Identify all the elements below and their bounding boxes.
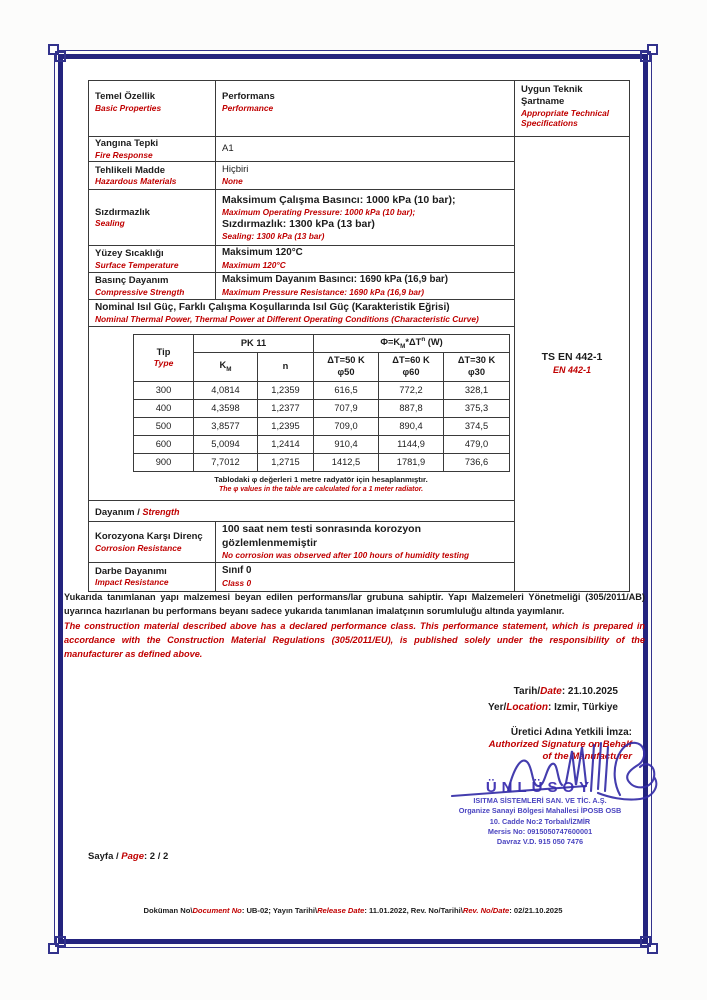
header-basic-en: Basic Properties: [95, 102, 162, 113]
footer-seg: : 02/21.10.2025: [509, 906, 563, 915]
cell: 707,9: [314, 399, 379, 417]
stamp-line: 10. Cadde No:2 Torbalı/İZMİR: [489, 816, 591, 826]
authorized-signature-heading: [489, 726, 632, 764]
page-label-en: Page: [121, 851, 144, 862]
footer-seg-en: Document No: [192, 906, 242, 915]
row-pressure-label: [89, 273, 216, 300]
thermal-note: [133, 472, 509, 498]
row-nominal-title: [89, 300, 515, 327]
surface-label-tr: Yüzey Sıcaklığı: [95, 248, 164, 260]
impact-v2: Class 0: [222, 577, 252, 588]
hazard-label-tr: Tehlikeli Madde: [95, 164, 166, 176]
footer-seg-en: Release Date: [317, 906, 365, 915]
cell: 328,1: [444, 381, 510, 399]
date-label-en: Date: [540, 686, 562, 697]
header-specifications: [515, 81, 630, 137]
location-value: : Izmir, Türkiye: [547, 701, 618, 713]
cell: 887,8: [379, 399, 444, 417]
thermal-header-type: [134, 335, 194, 382]
pressure-label-tr: Basınç Dayanım: [95, 275, 169, 287]
cell: 500: [134, 417, 194, 435]
row-corrosion-value: [216, 521, 515, 562]
header-perf-tr: Performans: [222, 91, 275, 102]
document-footer: [58, 906, 648, 915]
row-fire-label: [89, 137, 216, 162]
footer-seg-en: Rev. No/Date: [462, 906, 510, 915]
footer-seg: : 11.01.2022, Rev. No/Tarihi\: [364, 906, 463, 915]
strength-header-en: Strength: [142, 506, 180, 517]
cell: 772,2: [379, 381, 444, 399]
cell: 4,0814: [194, 381, 258, 399]
sealing-v2: Maximum Operating Pressure: 1000 kPa (10 bar);: [222, 207, 416, 218]
location-label-en: Location: [506, 701, 548, 713]
surface-v2: Maximum 120°C: [222, 260, 286, 271]
cell: 400: [134, 399, 194, 417]
date-location-block: [488, 684, 618, 715]
surface-v1: Maksimum 120°C: [222, 247, 303, 259]
declaration-en: The construction material described above has a declared performance class. This performance statement, which is prepared in accordance with the Construction Material Regulations (305/2011/EU), is published solely under the responsibility of the manufacturer as defined above.: [64, 620, 645, 659]
cell: 1,2395: [258, 417, 314, 435]
cell: 1,2414: [258, 435, 314, 453]
dt30-label: ΔT=30 K: [457, 355, 496, 366]
corrosion-label-tr: Korozyona Karşı Direnç: [95, 530, 203, 542]
footer-seg: : UB-02; Yayın Tarihi\: [241, 906, 318, 915]
cell: 4,3598: [194, 399, 258, 417]
thermal-header-formula: [314, 335, 510, 353]
page-number: [88, 851, 168, 862]
impact-label-en: Impact Resistance: [95, 577, 169, 588]
formula-sup: n: [421, 336, 426, 343]
impact-v1: Sınıf 0: [222, 565, 252, 576]
row-hazard-label: [89, 162, 216, 190]
header-basic-properties: [89, 81, 216, 137]
thermal-header-dt60: [379, 352, 444, 381]
sealing-label-en: Sealing: [95, 218, 125, 229]
dt50-label: ΔT=50 K: [327, 355, 365, 366]
row-impact-value: [216, 562, 515, 591]
thermal-note-en: The φ values in the table are calculated for a 1 meter radiator.: [218, 485, 424, 493]
km-pre: K: [219, 359, 227, 370]
date-label-tr: Tarih/: [513, 686, 541, 697]
performance-table: [88, 80, 630, 592]
table-row: [89, 81, 630, 137]
header-perf-en: Performance: [222, 102, 274, 113]
cell: 1,2377: [258, 399, 314, 417]
corrosion-label-en: Corrosion Resistance: [95, 542, 182, 553]
date-value: : 21.10.2025: [561, 686, 618, 697]
thermal-table: [133, 334, 510, 472]
location-label-tr: Yer/: [487, 701, 507, 713]
corrosion-v1: 100 saat nem testi sonrasında korozyon gözlemlenmemiştir: [222, 522, 421, 549]
signature-heading-en2: of the Manufacturer: [542, 751, 632, 763]
cell: 1412,5: [314, 453, 379, 471]
thermal-table-cell: [89, 327, 515, 501]
table-row: [134, 417, 510, 435]
dt60-phi: φ60: [402, 366, 420, 377]
row-impact-label: [89, 562, 216, 591]
page-label-tr: Sayfa /: [88, 851, 122, 862]
formula-sub: M: [400, 342, 406, 350]
cell: 7,7012: [194, 453, 258, 471]
formula-mid: *ΔT: [405, 337, 422, 348]
cell: 616,5: [314, 381, 379, 399]
pressure-v2: Maximum Pressure Resistance: 1690 kPa (16,9 bar): [222, 287, 424, 298]
sealing-v3: Sızdırmazlık: 1300 kPa (13 bar): [222, 217, 375, 230]
border-corner-art: [48, 44, 59, 55]
table-row: [134, 453, 510, 471]
impact-label-tr: Darbe Dayanımı: [95, 565, 167, 577]
nominal-title-en: Nominal Thermal Power, Thermal Power at Different Operating Conditions (Characteristic Curve): [95, 314, 479, 325]
nominal-title-tr: Nominal Isıl Güç, Farklı Çalışma Koşullarında Isıl Güç (Karakteristik Eğrisi): [95, 301, 450, 313]
hazard-value-en: None: [222, 176, 243, 187]
strength-header-tr: Dayanım /: [95, 506, 143, 518]
hazard-label-en: Hazardous Materials: [95, 176, 177, 187]
stamp-line: ISITMA SİSTEMLERİ SAN. VE TİC. A.Ş.: [473, 796, 607, 806]
cell: 375,3: [444, 399, 510, 417]
cell: 910,4: [314, 435, 379, 453]
cell: 900: [134, 453, 194, 471]
standard-en: EN 442-1: [552, 364, 592, 375]
header-spec-tr: Uygun Teknik Şartname: [521, 84, 583, 107]
standard-cell: [515, 137, 630, 592]
pressure-v1: Maksimum Dayanım Basıncı: 1690 kPa (16,9 bar): [222, 274, 448, 286]
thermal-header-dt30: [444, 352, 510, 381]
declaration-tr: Yukarıda tanımlanan yapı malzemesi beyan edilen performans/lar grubuna sahiptir. Yapı Malzemeleri Yönetmeliği (305/2011/AB) uyarınca hazırlanan bu performans beyanı sadece yukarıda tanımlanan imalatçının sorumluluğu altında yayımlanır.: [64, 592, 645, 617]
fire-label-en: Fire Response: [95, 149, 153, 160]
cell: 736,6: [444, 453, 510, 471]
row-pressure-value: [216, 273, 515, 300]
thermal-header-n: n: [258, 352, 314, 381]
row-hazard-value: [216, 162, 515, 190]
row-strength-header: [89, 500, 515, 521]
surface-label-en: Surface Temperature: [95, 259, 179, 270]
stamp-line: Mersis No: 0915050747600001: [487, 826, 593, 836]
stamp-line: Davraz V.D. 915 050 7476: [496, 837, 584, 847]
formula-pre: Φ=K: [380, 337, 401, 348]
row-surface-label: [89, 246, 216, 273]
cell: 1781,9: [379, 453, 444, 471]
cell: 3,8577: [194, 417, 258, 435]
location-line: [488, 700, 618, 716]
cell: 709,0: [314, 417, 379, 435]
row-corrosion-label: [89, 521, 216, 562]
cell: 5,0094: [194, 435, 258, 453]
pressure-label-en: Compressive Strength: [95, 286, 185, 297]
border-corner-art: [647, 943, 658, 954]
header-performance: [216, 81, 515, 137]
cell: 1144,9: [379, 435, 444, 453]
declaration-paragraph: [64, 590, 645, 661]
table-row: [134, 381, 510, 399]
signature-heading-tr: Üretici Adına Yetkili İmza:: [510, 727, 632, 738]
signature-heading-en1: Authorized Signature on Behalf: [488, 739, 632, 750]
cell: 479,0: [444, 435, 510, 453]
table-row: [134, 335, 510, 353]
border-corner-art: [647, 44, 658, 55]
stamp-line: Organize Sanayi Bölgesi Mahallesi İPOSB OSB: [458, 806, 622, 816]
table-row: [134, 399, 510, 417]
type-header-en: Type: [153, 358, 174, 369]
cell: 374,5: [444, 417, 510, 435]
stamp-company-name: ÜNLÜSOY: [485, 779, 595, 796]
row-fire-value: [216, 137, 515, 162]
cell: 890,4: [379, 417, 444, 435]
dt60-label: ΔT=60 K: [392, 355, 430, 366]
thermal-header-model: PK 11: [194, 335, 314, 353]
thermal-header-dt50: [314, 352, 379, 381]
dt50-phi: φ50: [337, 366, 355, 377]
thermal-header-km: [194, 352, 258, 381]
thermal-note-tr: Tablodaki φ değerleri 1 metre radyatör için hesaplanmıştır.: [214, 474, 428, 484]
cell: 600: [134, 435, 194, 453]
header-basic-tr: Temel Özellik: [95, 91, 156, 102]
header-spec-en: Appropriate Technical Specifications: [521, 107, 610, 128]
table-row: [89, 137, 630, 162]
row-sealing-value: [216, 190, 515, 246]
standard-tr: TS EN 442-1: [541, 351, 603, 364]
date-line: [488, 684, 618, 700]
formula-post: (W): [425, 337, 443, 348]
cell: 300: [134, 381, 194, 399]
type-header-tr: Tip: [156, 346, 171, 357]
row-surface-value: [216, 246, 515, 273]
hazard-value-tr: Hiçbiri: [222, 164, 249, 176]
border-corner-art: [48, 943, 59, 954]
cell: 1,2715: [258, 453, 314, 471]
company-stamp: [415, 779, 665, 847]
table-row: [134, 435, 510, 453]
cell: 1,2359: [258, 381, 314, 399]
corrosion-v2: No corrosion was observed after 100 hours of humidity testing: [222, 550, 470, 561]
fire-label-tr: Yangına Tepki: [95, 138, 159, 150]
fire-value: A1: [222, 142, 234, 154]
row-sealing-label: [89, 190, 216, 246]
dt30-phi: φ30: [468, 366, 486, 377]
page-value: : 2 / 2: [144, 851, 169, 862]
sealing-v1: Maksimum Çalışma Basıncı: 1000 kPa (10 bar);: [222, 193, 456, 206]
footer-seg: Doküman No\: [143, 906, 193, 915]
sealing-label-tr: Sızdırmazlık: [95, 206, 150, 218]
sealing-v4: Sealing: 1300 kPa (13 bar): [222, 231, 325, 242]
km-sub: M: [226, 365, 232, 373]
